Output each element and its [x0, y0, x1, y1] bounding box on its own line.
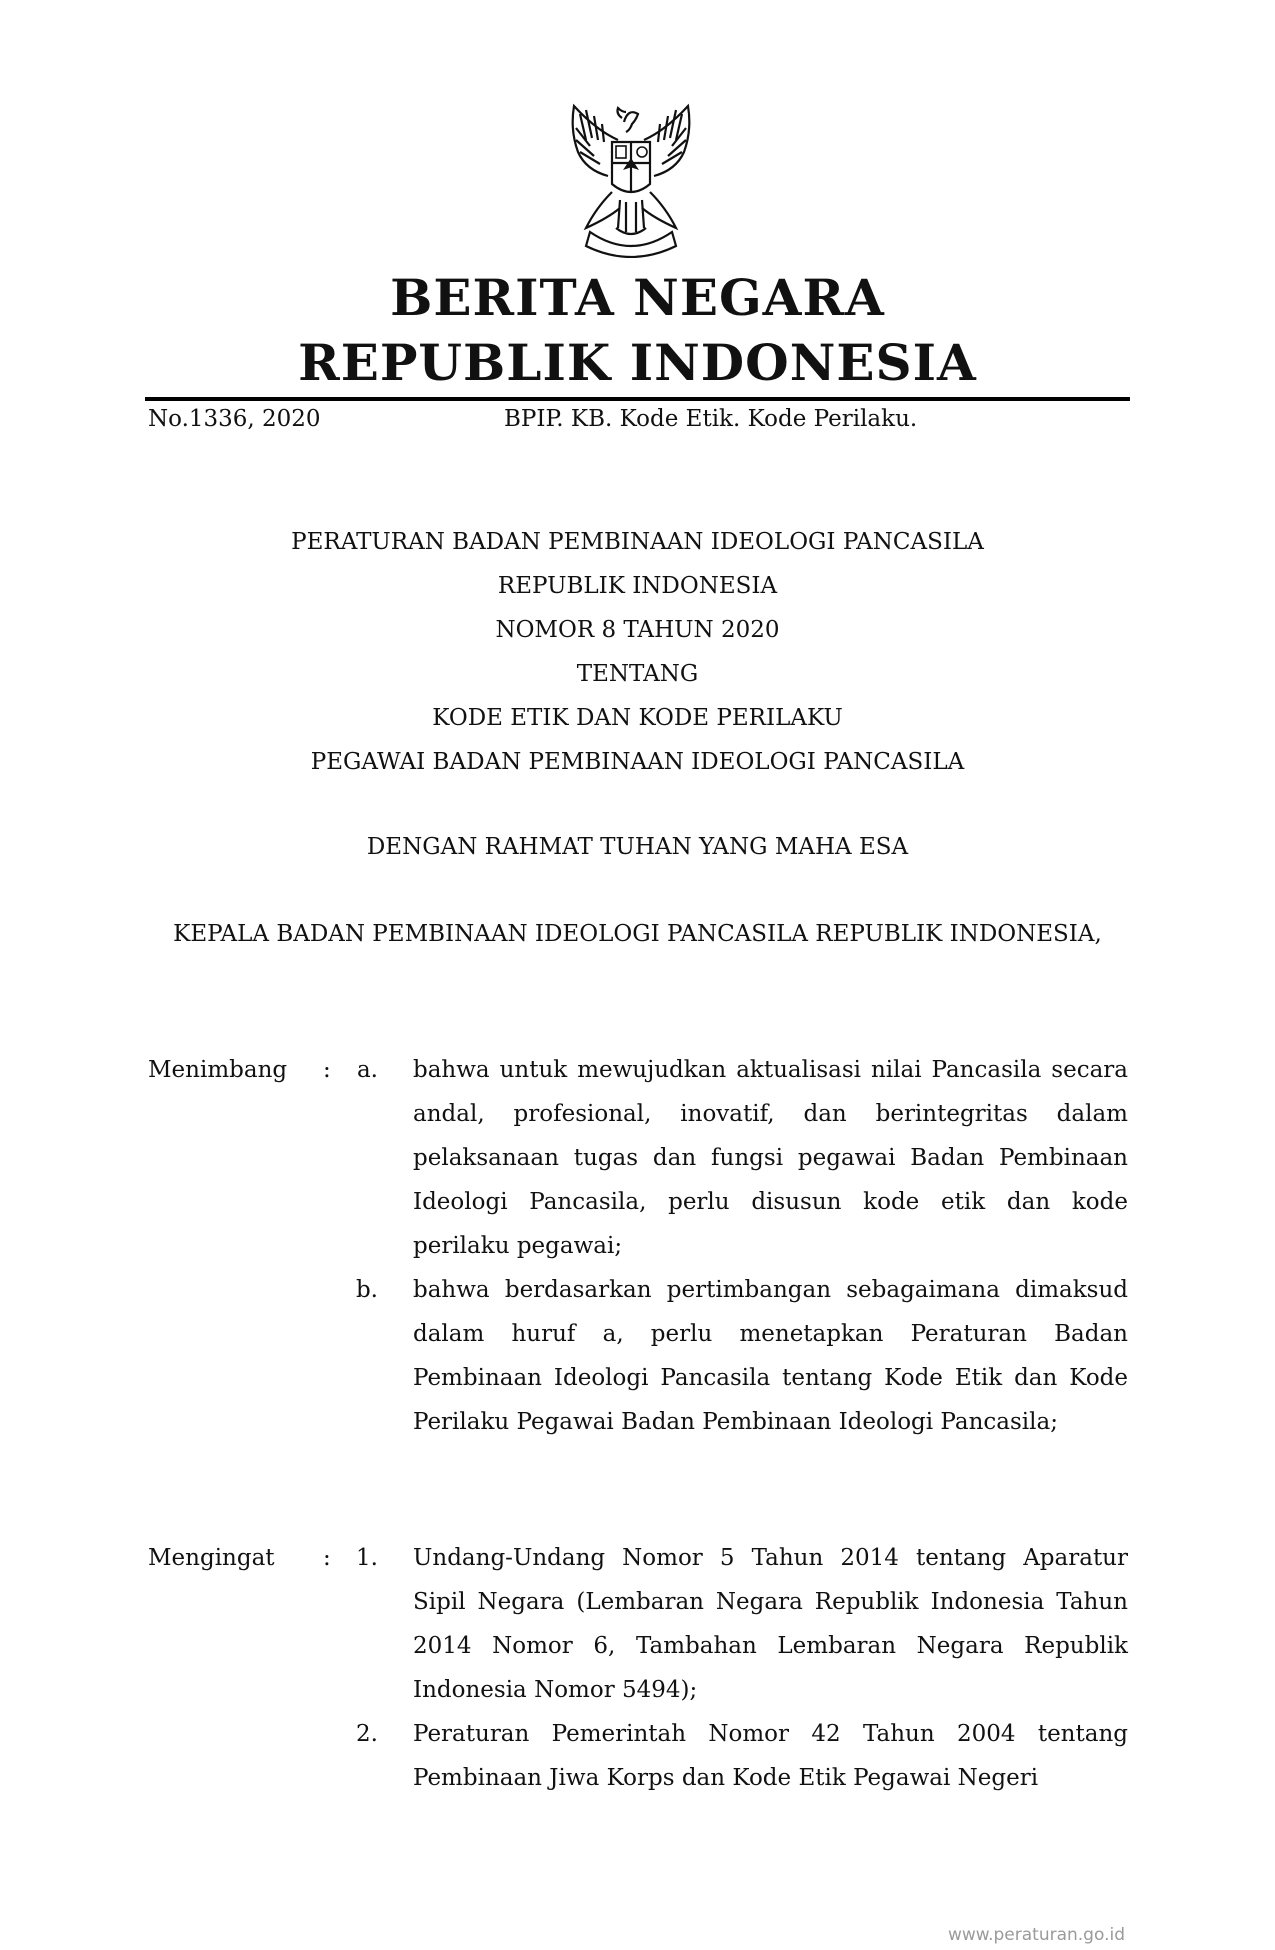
gazette-title-line1: BERITA NEGARA [390, 268, 885, 327]
list-marker: 2. [356, 1721, 378, 1747]
gazette-title-line2: REPUBLIK INDONESIA [298, 333, 977, 392]
regulation-title [145, 520, 1130, 784]
list-marker: b. [355, 1277, 378, 1303]
header-divider [145, 397, 1130, 401]
regulation-title-line: NOMOR 8 TAHUN 2020 [495, 617, 780, 643]
authority-line: KEPALA BADAN PEMBINAAN IDEOLOGI PANCASILA REPUBLIK INDONESIA, [173, 921, 1102, 947]
mengingat-item-2: Peraturan Pemerintah Nomor 42 Tahun 2004 tentang Pembinaan Jiwa Korps dan Kode Etik Pegawai Negeri [413, 1721, 1128, 1791]
menimbang-item-a: bahwa untuk mewujudkan aktualisasi nilai Pancasila secara andal, profesional, inovatif, dan berintegritas dalam pelaksanaan tugas dan fungsi pegawai Badan Pembinaan Ideologi Pancasila, perlu disusun kode etik dan kode perilaku pegawai; [413, 1057, 1128, 1259]
source-website-link[interactable]: www.peraturan.go.id [947, 1925, 1125, 1945]
menimbang-colon: : [323, 1057, 331, 1083]
mengingat-colon: : [323, 1545, 331, 1571]
gazette-number: No.1336, 2020 [148, 406, 321, 432]
menimbang-label: Menimbang [148, 1057, 288, 1083]
regulation-title-line: REPUBLIK INDONESIA [497, 573, 778, 599]
regulation-title-line: TENTANG [576, 661, 699, 687]
blessing-line: DENGAN RAHMAT TUHAN YANG MAHA ESA [366, 834, 909, 860]
gazette-subject: BPIP. KB. Kode Etik. Kode Perilaku. [504, 406, 918, 432]
mengingat-item-1: Undang-Undang Nomor 5 Tahun 2014 tentang Aparatur Sipil Negara (Lembaran Negara Republik Indonesia Tahun 2014 Nomor 6, Tambahan Lembaran Negara Republik Indonesia Nomor 5494); [413, 1545, 1128, 1703]
regulation-title-line: KODE ETIK DAN KODE PERILAKU [432, 705, 843, 731]
mengingat-label: Mengingat [148, 1545, 275, 1571]
list-marker: a. [356, 1057, 378, 1083]
menimbang-item-b: bahwa berdasarkan pertimbangan sebagaimana dimaksud dalam huruf a, perlu menetapkan Peraturan Badan Pembinaan Ideologi Pancasila tentang Kode Etik dan Kode Perilaku Pegawai Badan Pembinaan Ideologi Pancasila; [413, 1277, 1128, 1435]
garuda-pancasila-emblem-icon [556, 100, 706, 258]
regulation-title-line: PEGAWAI BADAN PEMBINAAN IDEOLOGI PANCASILA [310, 749, 965, 775]
regulation-title-line: PERATURAN BADAN PEMBINAAN IDEOLOGI PANCASILA [291, 529, 984, 555]
list-marker: 1. [356, 1545, 378, 1571]
